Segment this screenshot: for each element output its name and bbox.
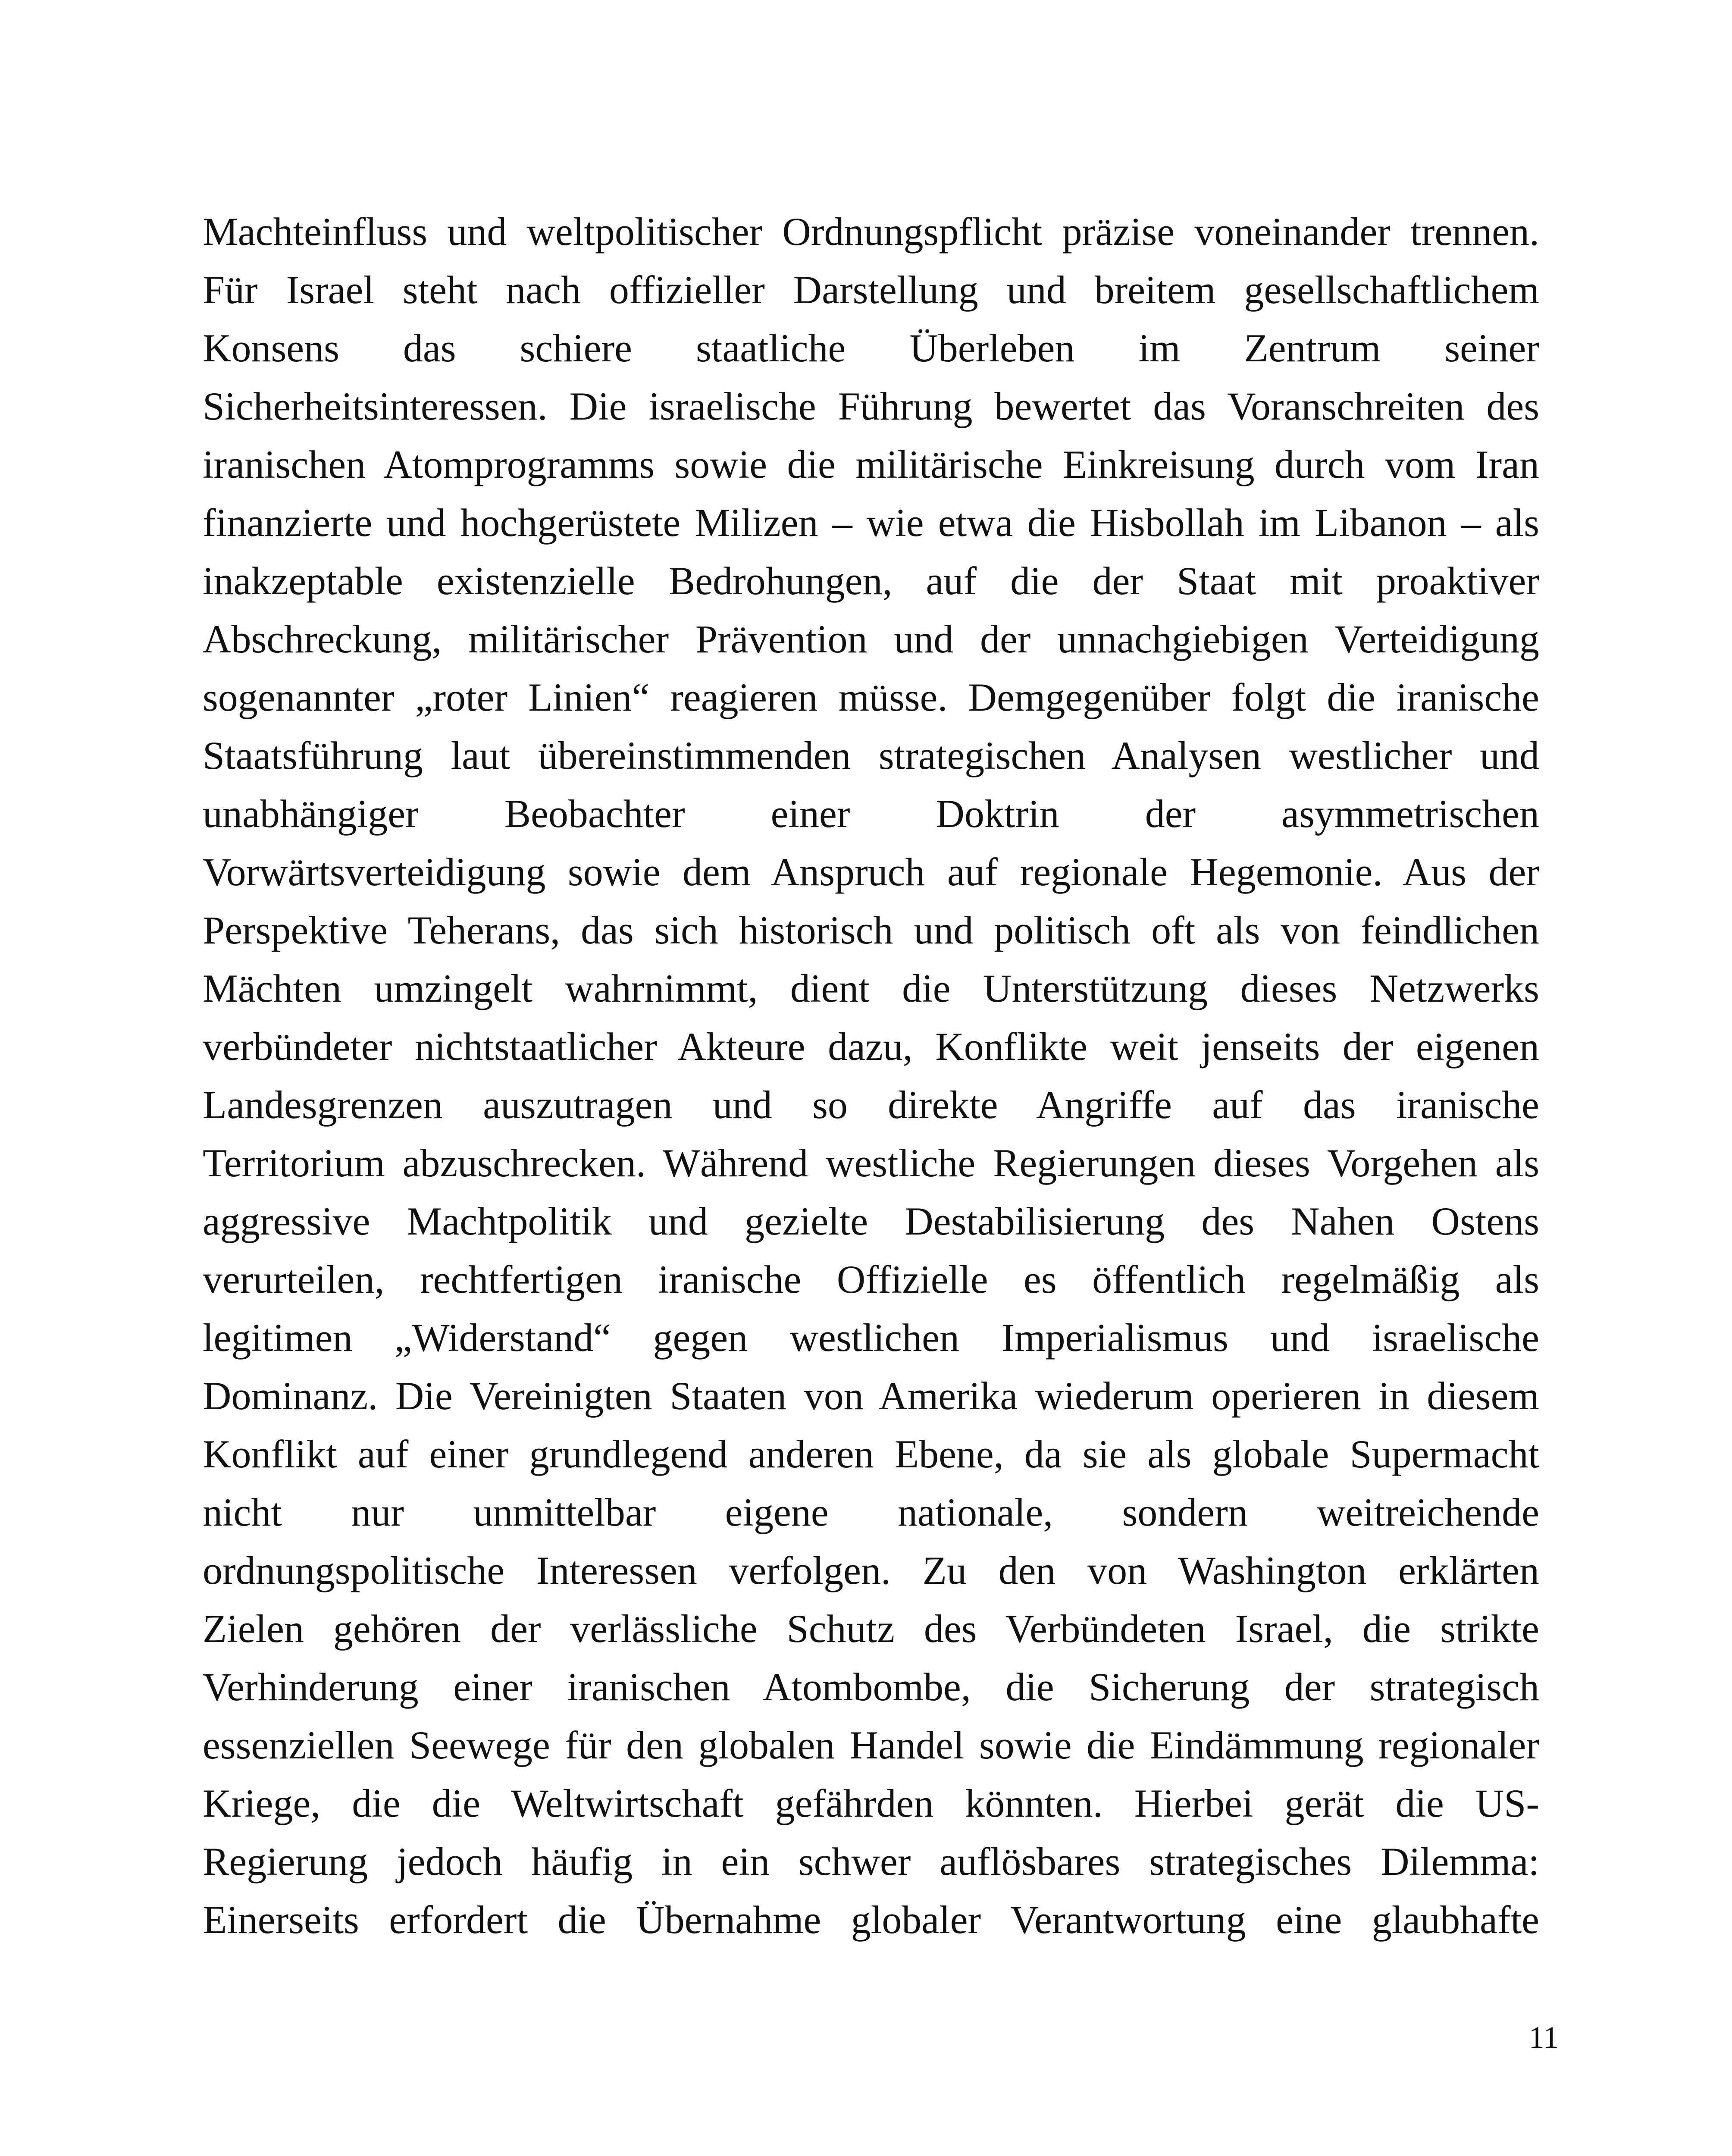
text-line: unabhängiger Beobachter einer Doktrin der asymmetrischen [203,792,1539,836]
text-line: verurteilen, rechtfertigen iranische Offizielle es öffentlich regelmäßig als [203,1257,1539,1301]
text-line: Staatsführung laut übereinstimmenden strategischen Analysen westlicher und [203,733,1539,777]
text-line: Abschreckung, militärischer Prävention und der unnachgiebigen Verteidigung [203,617,1539,661]
text-line: essenziellen Seewege für den globalen Handel sowie die Eindämmung regionaler [203,1723,1539,1767]
text-line: ordnungspolitische Interessen verfolgen. Zu den von Washington erklärten [203,1548,1539,1592]
text-line: verbündeter nichtstaatlicher Akteure dazu, Konflikte weit jenseits der eigenen [203,1025,1539,1069]
text-line: Territorium abzuschrecken. Während westliche Regierungen dieses Vorgehen als [203,1141,1539,1185]
text-line: Für Israel steht nach offizieller Darstellung und breitem gesellschaftlichem [203,268,1539,312]
text-line: legitimen „Widerstand“ gegen westlichen Imperialismus und israelische [203,1316,1539,1360]
page-number: 11 [1528,2020,1559,2055]
text-line: Vorwärtsverteidigung sowie dem Anspruch auf regionale Hegemonie. Aus der [203,850,1539,894]
text-line: sogenannter „roter Linien“ reagieren müsse. Demgegenüber folgt die iranische [203,675,1539,719]
text-line: aggressive Machtpolitik und gezielte Destabilisierung des Nahen Ostens [203,1199,1539,1243]
text-line: Konflikt auf einer grundlegend anderen Ebene, da sie als globale Supermacht [203,1432,1539,1476]
text-line: iranischen Atomprogramms sowie die militärische Einkreisung durch vom Iran [203,442,1539,486]
text-line: Mächten umzingelt wahrnimmt, dient die Unterstützung dieses Netzwerks [203,966,1539,1010]
text-line: Dominanz. Die Vereinigten Staaten von Amerika wiederum operieren in diesem [203,1374,1539,1418]
text-line: nicht nur unmittelbar eigene nationale, sondern weitreichende [203,1490,1539,1534]
text-line: Konsens das schiere staatliche Überleben im Zentrum seiner [203,326,1539,370]
text-line: Landesgrenzen auszutragen und so direkte Angriffe auf das iranische [203,1083,1539,1127]
text-line: finanzierte und hochgerüstete Milizen – wie etwa die Hisbollah im Libanon – als [203,501,1539,545]
text-line: Regierung jedoch häufig in ein schwer auflösbares strategisches Dilemma: [203,1839,1539,1883]
text-line: Perspektive Teherans, das sich historisch und politisch oft als von feindlichen [203,908,1539,952]
text-line: Zielen gehören der verlässliche Schutz des Verbündeten Israel, die strikte [203,1607,1539,1651]
text-line: Kriege, die die Weltwirtschaft gefährden könnten. Hierbei gerät die US- [203,1781,1539,1825]
text-line: Verhinderung einer iranischen Atombombe, die Sicherung der strategisch [203,1665,1539,1709]
text-line: Einerseits erfordert die Übernahme globaler Verantwortung eine glaubhafte [203,1898,1539,1942]
text-line: Sicherheitsinteressen. Die israelische Führung bewertet das Voranschreiten des [203,384,1539,428]
text-line: Machteinfluss und weltpolitischer Ordnungspflicht präzise voneinander trennen. [203,210,1539,254]
body-paragraph [203,203,1539,1949]
text-line: inakzeptable existenzielle Bedrohungen, auf die der Staat mit proaktiver [203,559,1539,603]
